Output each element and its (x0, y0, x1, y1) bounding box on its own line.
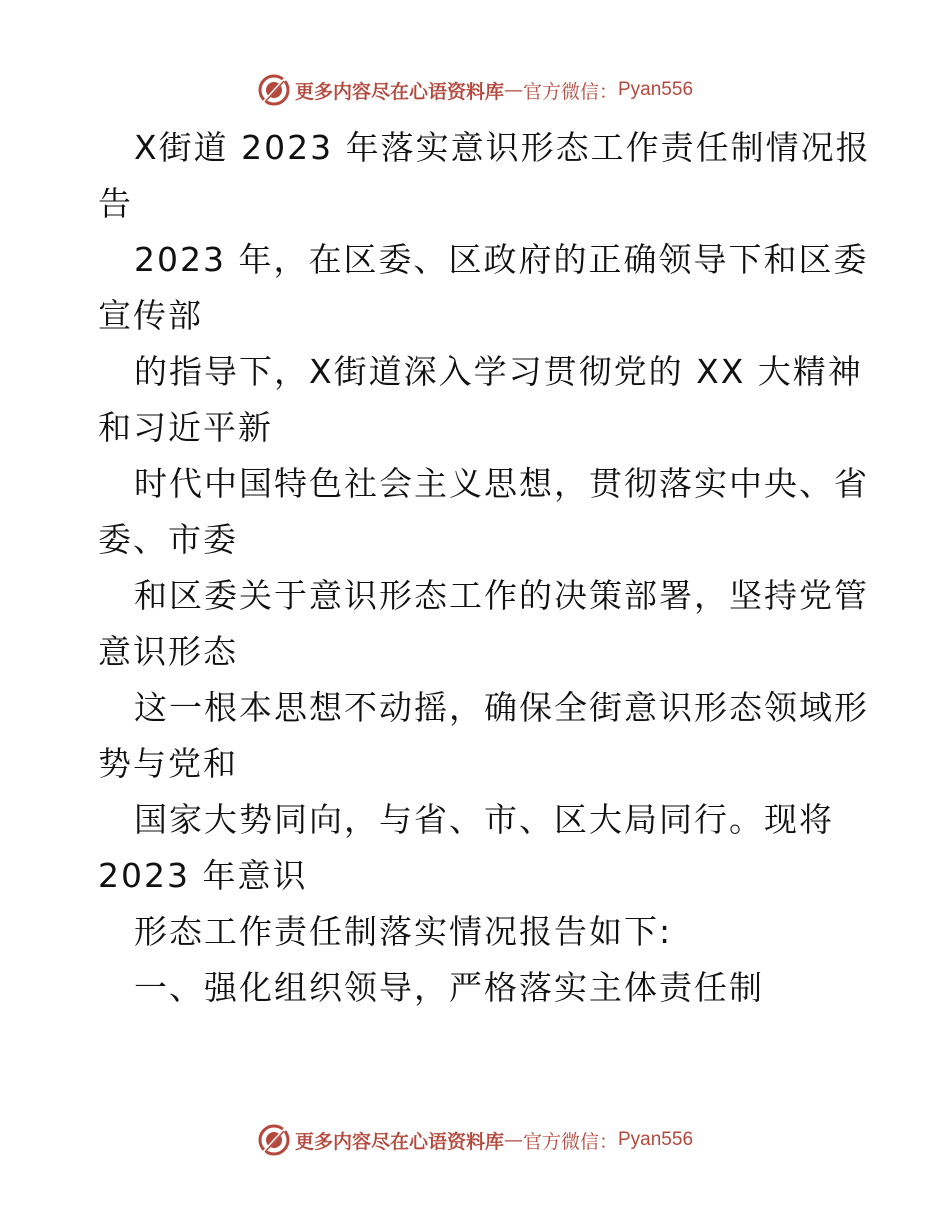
paragraph-line: 2023 年意识 (98, 856, 308, 895)
watermark-main-text: 更多内容尽在心语资料库 (294, 1130, 504, 1153)
section-heading: 一、强化组织领导，严格落实主体责任制 (134, 968, 764, 1007)
watermark-sub-text: 官方微信： (522, 80, 618, 103)
document-title-line-2: 告 (98, 184, 133, 223)
paragraph-line: 时代中国特色社会主义思想，贯彻落实中央、省 (134, 464, 869, 503)
watermark-header (0, 70, 950, 110)
watermark-dash: — (503, 1129, 523, 1151)
paragraph-line: 势与党和 (98, 744, 238, 783)
paragraph-line: 和习近平新 (98, 408, 273, 447)
quill-logo-icon (257, 73, 291, 107)
watermark-dash: — (503, 79, 523, 101)
document-title-line-1: X街道 2023 年落实意识形态工作责任制情况报 (134, 128, 871, 167)
paragraph-line: 国家大势同向，与省、市、区大局同行。现将 (134, 800, 834, 839)
watermark-id: Pyan556 (618, 1129, 694, 1150)
paragraph-line: 2023 年，在区委、区政府的正确领导下和区委 (134, 240, 869, 279)
paragraph-line: 的指导下，X街道深入学习贯彻党的 XX 大精神 (134, 352, 863, 391)
quill-logo-icon (257, 1123, 291, 1157)
document-body (98, 120, 871, 1016)
paragraph-line: 和区委关于意识形态工作的决策部署，坚持党管 (134, 576, 869, 615)
paragraph-line: 宣传部 (98, 296, 203, 335)
watermark-id: Pyan556 (618, 79, 694, 100)
watermark-sub-text: 官方微信： (522, 1130, 618, 1153)
paragraph-line: 这一根本思想不动摇，确保全街意识形态领域形 (134, 688, 869, 727)
watermark-footer (0, 1120, 950, 1160)
paragraph-line: 意识形态 (98, 632, 238, 671)
paragraph-line: 委、市委 (98, 520, 238, 559)
watermark-main-text: 更多内容尽在心语资料库 (294, 80, 504, 103)
paragraph-line: 形态工作责任制落实情况报告如下: (134, 912, 673, 951)
